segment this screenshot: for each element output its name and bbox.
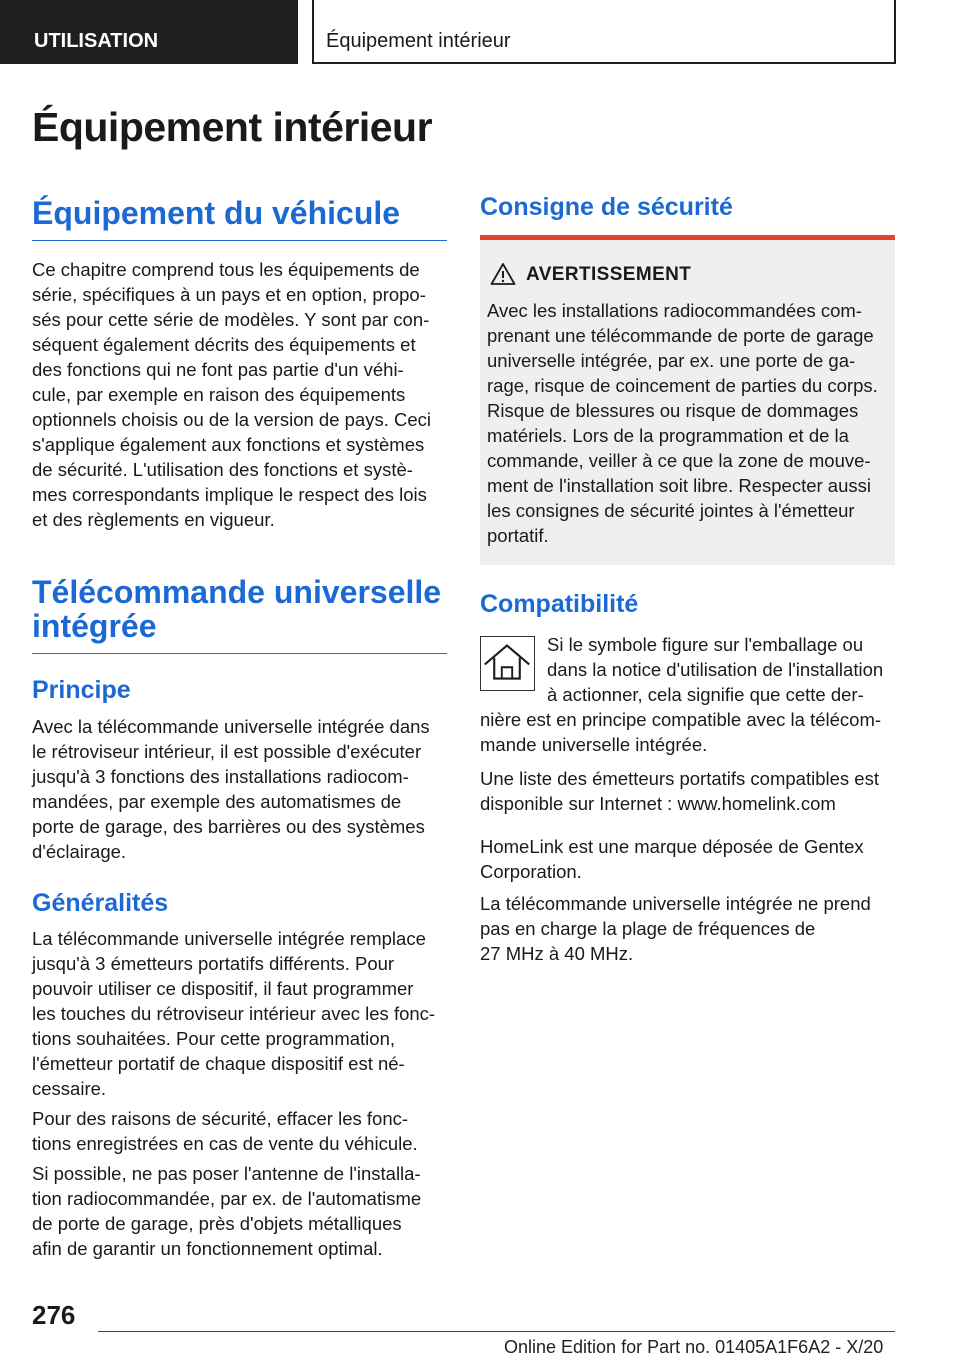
footer-divider (98, 1331, 895, 1332)
warning-triangle-icon (490, 262, 516, 286)
vehicle-equipment-text: Ce chapitre comprend tous les équipements de série, spécifiques à un pays et en option, propo- sés pour cette série de modèles. Y sont par con- séquent également décrits des équipements et des fonctions qui ne font pas partie d'un véhi- cule, par exemple en raison des équipements optionnels choisis ou de la version de pays. Ceci s'applique également aux fonctions et systèmes de sécurité. L'utilisation des fonctions et systè- mes correspondants implique le respect des lois et des règlements en vigueur. (32, 259, 432, 530)
compatibility-text-3: HomeLink est une marque déposée de Gentex Corporation. (480, 836, 864, 882)
compatibility-intro: Si le symbole figure sur l'emballage ou dans la notice d'utilisation de l'installation à actionner, cela signifie que cette der- (547, 634, 884, 705)
heading-principle: Principe (32, 676, 131, 704)
compatibility-text-2: Une liste des émetteurs portatifs compatibles est disponible sur Internet : www.homelink.com (480, 768, 879, 814)
heading-universal-remote: Télécommande universelle intégrée (32, 575, 447, 654)
warning-title: AVERTISSEMENT (526, 264, 692, 285)
general-text-3: Si possible, ne pas poser l'antenne de l'installa- tion radiocommandée, par ex. de l'automatisme de porte de garage, près d'objets métalliques afin de garantir un fonctionnement optimal. (32, 1163, 422, 1259)
page-number: 276 (32, 1300, 76, 1330)
edition-info: Online Edition for Part no. 01405A1F6A2 - X/20 (504, 1337, 884, 1357)
principle-text: Avec la télécommande universelle intégrée dans le rétroviseur intérieur, il est possible d'exécuter jusqu'à 3 fonctions des installations radiocom- mandées, par exemple des automatismes de porte de garage, des barrières ou des systèmes d'éclairage. (32, 716, 430, 862)
page-title: Équipement intérieur (32, 104, 433, 150)
compatibility-text-4: La télécommande universelle intégrée ne prend pas en charge la plage de fréquences de 27 MHz à 40 MHz. (480, 893, 871, 964)
warning-text: Avec les installations radiocommandées com- prenant une télécommande de porte de garage universelle intégrée, par ex. une porte de ga- rage, risque de coincement de parties du corps. Risque de blessures ou risque de dommages matériels. Lors de la programmation et de la commande, veiller à ce que la zone de mouve- ment de l'installation soit libre. Respecter aussi les consignes de sécurité jointes à l'émetteur portatif. (487, 300, 878, 546)
warning-box (480, 235, 895, 565)
homelink-house-icon (480, 636, 535, 691)
chapter-tab: Équipement intérieur (312, 0, 896, 64)
heading-compatibility: Compatibilité (480, 590, 639, 618)
section-tab: UTILISATION (0, 0, 298, 64)
general-text-2: Pour des raisons de sécurité, effacer les fonc- tions enregistrées en cas de vente du véhicule. (32, 1108, 418, 1154)
heading-safety: Consigne de sécurité (480, 193, 733, 221)
heading-general: Généralités (32, 889, 169, 917)
general-text-1: La télécommande universelle intégrée remplace jusqu'à 3 émetteurs portatifs différents. Pour pouvoir utiliser ce dispositif, il faut programmer les touches du rétroviseur intérieur avec les fonc- tions souhaitées. Pour cette programmation, l'émetteur portatif de chaque dispositif est né- cessaire. (32, 928, 436, 1099)
heading-vehicle-equipment: Équipement du véhicule (32, 196, 447, 241)
compatibility-text-1: nière est en principe compatible avec la télécom- mande universelle intégrée. (480, 709, 882, 755)
